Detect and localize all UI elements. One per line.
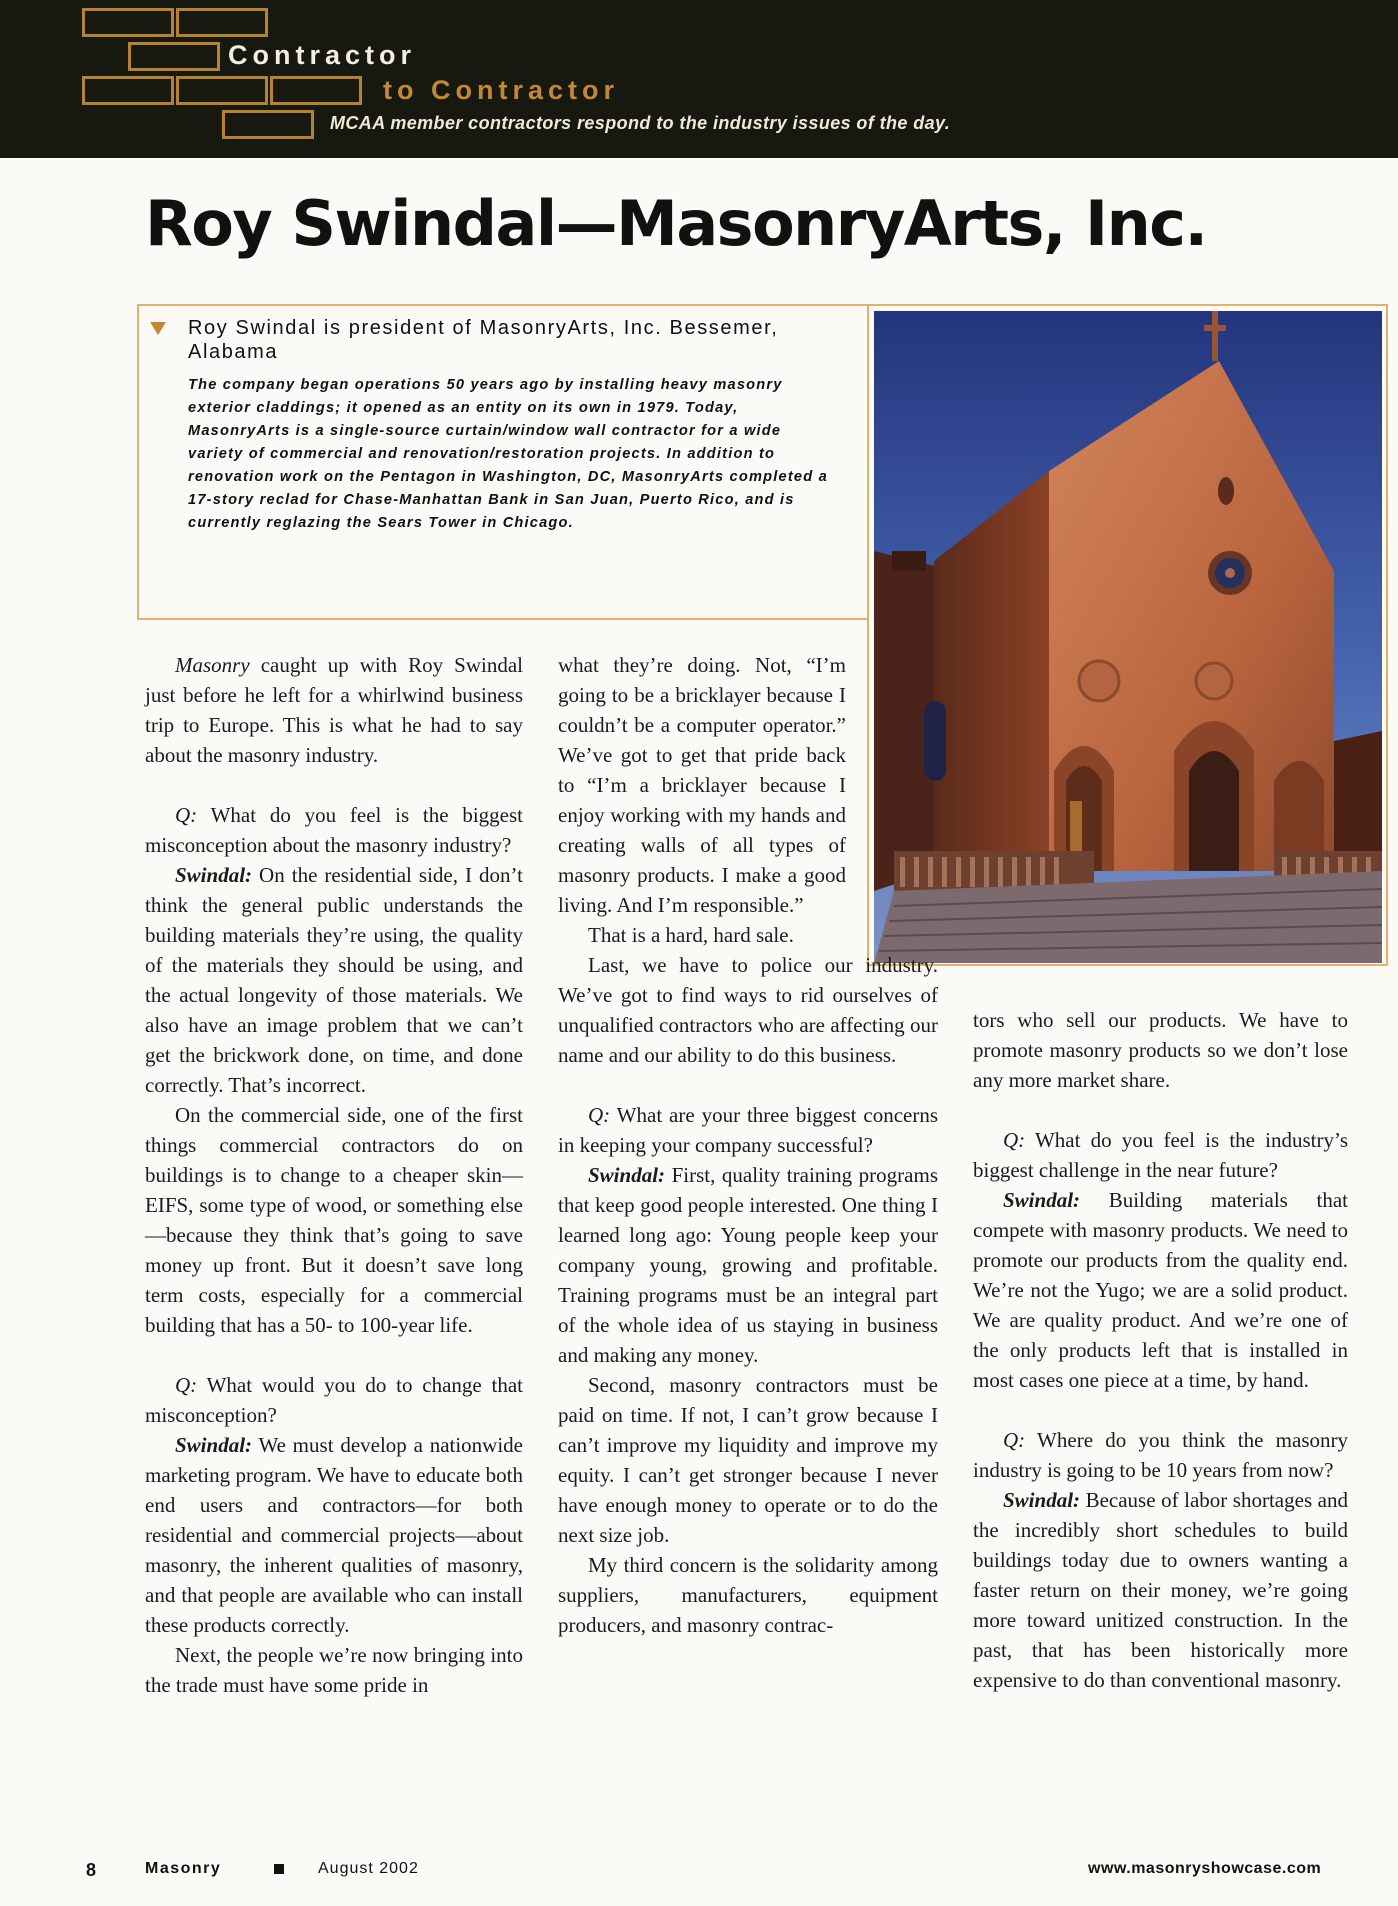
question: Q: What do you feel is the biggest misconception about the masonry industry?: [145, 803, 523, 857]
brick-outline: [128, 42, 220, 71]
article-column-1: [145, 650, 523, 1700]
answer: Swindal: First, quality training programs that keep good people interested. One thing I learned long ago: Young people keep your company young, growing and profitable. Training programs must be an integral part of the whole idea of us staying in business and making any money.: [558, 1163, 938, 1367]
article-column-3: [973, 1005, 1348, 1695]
magazine-name: Masonry: [175, 653, 250, 677]
brick-outline: [222, 110, 314, 139]
footer-issue: August 2002: [318, 1860, 419, 1877]
page-number: 8: [86, 1860, 97, 1880]
question: Q: What are your three biggest concerns in keeping your company successful?: [558, 1103, 938, 1157]
paragraph: My third concern is the solidarity among suppliers, manufacturers, equipment producers, and masonry contrac-: [558, 1553, 938, 1637]
article-column-2: [558, 650, 938, 1640]
section-subtitle: MCAA member contractors respond to the industry issues of the day.: [330, 113, 951, 133]
question: Q: Where do you think the masonry industry is going to be 10 years from now?: [973, 1428, 1348, 1482]
brick-outline: [270, 76, 362, 105]
brick-outline: [82, 8, 174, 37]
brick-outline: [176, 76, 268, 105]
paragraph: That is a hard, hard sale.: [588, 923, 794, 947]
footer-url: www.masonryshowcase.com: [1088, 1860, 1322, 1877]
answer: Swindal: Building materials that compete with masonry products. We need to promote our products from the quality end. We’re not the Yugo; we are a solid product. We are quality product. And we’re one of the only products left that is installed in most cases one piece at a time, by hand.: [973, 1188, 1348, 1392]
intro-heading: Roy Swindal is president of MasonryArts, Inc. Bessemer, Alabama: [188, 317, 779, 363]
answer: Swindal: Because of labor shortages and the incredibly short schedules to build buildings today due to owners wanting a faster return on their money, we’re going more toward unitized construction. In the past, that has been historically more expensive to do than conventional masonry.: [973, 1488, 1348, 1692]
paragraph: Second, masonry contractors must be paid on time. If not, I can’t grow because I can’t improve my liquidity and improve my equity. I can’t get stronger because I never have enough money to operate or to do the next size job.: [558, 1373, 938, 1547]
brick-outline: [82, 76, 174, 105]
brick-outline: [176, 8, 268, 37]
paragraph: Next, the people we’re now bringing into the trade must have some pride in: [145, 1643, 523, 1697]
paragraph: On the commercial side, one of the first things commercial contractors do on buildings is to change to a cheaper skin—EIFS, some type of wood, or something else—because they think that’s going to save money up front. But it doesn’t save long term costs, especially for a commercial building that has a 50- to 100-year life.: [145, 1103, 523, 1337]
paragraph: what they’re doing. Not, “I’m going to be a bricklayer because I couldn’t be a computer operator.” We’ve got to get that pride back to “I’m a bricklayer because I enjoy working with my hands and creating walls of all types of masonry products. I make a good living. And I’m responsible.”: [558, 653, 846, 917]
square-bullet-icon: [274, 1864, 284, 1874]
paragraph: Last, we have to police our industry. We’ve got to find ways to rid ourselves of unqualified contractors who are affecting our name and our ability to do this business.: [558, 953, 938, 1067]
section-title-line1: Contractor: [228, 40, 417, 70]
footer-magazine: Masonry: [145, 1860, 222, 1877]
paragraph: Masonry caught up with Roy Swindal just before he left for a whirlwind business trip to Europe. This is what he had to say about the masonry industry.: [145, 653, 523, 767]
question: Q: What do you feel is the industry’s biggest challenge in the near future?: [973, 1128, 1348, 1182]
church-photo: [874, 311, 1382, 963]
answer: Swindal: We must develop a nationwide marketing program. We have to educate both end users and contractors—for both residential and commercial projects—about masonry, the inherent qualities of masonry, and that people are available who can install these products correctly.: [145, 1433, 523, 1637]
answer: Swindal: On the residential side, I don’t think the general public understands the building materials they’re using, the quality of the materials they should be using, and the actual longevity of those materials. We also have an image problem that we can’t get the brickwork done, on time, and done correctly. That’s incorrect.: [145, 863, 523, 1097]
article-title: Roy Swindal—MasonryArts, Inc.: [145, 187, 1207, 260]
section-title-line2: to Contractor: [383, 75, 619, 105]
paragraph: tors who sell our products. We have to promote masonry products so we don’t lose any more market share.: [973, 1008, 1348, 1092]
triangle-bullet-icon: [150, 322, 166, 335]
intro-body: The company began operations 50 years ago by installing heavy masonry exterior claddings; it opened as an entity on its own in 1979. Today, MasonryArts is a single-source curtain/window wall contractor for a wide variety of commercial and renovation/restoration projects. In addition to renovation work on the Pentagon in Washington, DC, MasonryArts completed a 17-story reclad for Chase-Manhattan Bank in San Juan, Puerto Rico, and is currently reglazing the Sears Tower in Chicago.: [188, 377, 828, 531]
section-header-band: [0, 0, 1398, 158]
question: Q: What would you do to change that misconception?: [145, 1373, 523, 1427]
